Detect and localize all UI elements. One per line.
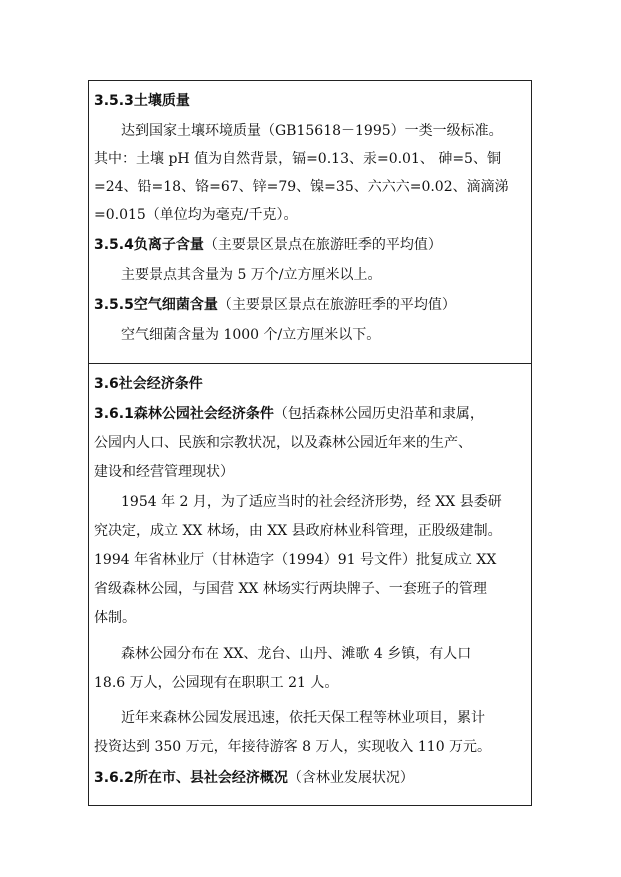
heading-3-5-5: 3.5.5空气细菌含量 bbox=[94, 297, 218, 313]
history-line-3: 1994 年省林业厅（甘林造字（1994）91 号文件）批复成立 XX bbox=[94, 552, 497, 568]
heading-3-5-4: 3.5.4负离子含量 bbox=[94, 237, 204, 253]
soil-line-3: =24、铅=18、铬=67、锌=79、镍=35、六六六=0.02、滴滴涕 bbox=[94, 179, 509, 195]
heading-3-6-2-note: （含林业发展状况） bbox=[287, 770, 414, 786]
history-line-1: 1954 年 2 月，为了适应当时的社会经济形势，经 XX 县委研 bbox=[121, 494, 502, 510]
heading-3-5-4-note: （主要景区景点在旅游旺季的平均值） bbox=[203, 237, 442, 253]
bacteria-content-line: 空气细菌含量为 1000 个/立方厘米以下。 bbox=[121, 327, 381, 343]
soil-line-4: =0.015（单位均为毫克/千克）。 bbox=[94, 207, 298, 223]
heading-3-6-1-row bbox=[94, 405, 484, 423]
heading-3-5-3: 3.5.3土壤质量 bbox=[94, 93, 190, 109]
content-table bbox=[88, 80, 532, 806]
heading-3-6-2: 3.6.2所在市、县社会经济概况 bbox=[94, 770, 288, 786]
socio-economic-cell bbox=[89, 364, 531, 805]
heading-3-5-4-row bbox=[94, 236, 442, 254]
soil-line-1: 达到国家土壤环境质量（GB15618－1995）一类一级标准。 bbox=[121, 123, 503, 139]
history-line-2: 究决定，成立 XX 林场，由 XX 县政府林业科管理，正股级建制。 bbox=[94, 523, 502, 539]
heading-3-6-1: 3.6.1森林公园社会经济条件 bbox=[94, 406, 274, 422]
heading-3-5-5-note: （主要景区景点在旅游旺季的平均值） bbox=[217, 297, 456, 313]
ion-content-line: 主要景点其含量为 5 万个/立方厘米以上。 bbox=[121, 267, 382, 283]
population-line-2: 18.6 万人，公园现有在职职工 21 人。 bbox=[94, 675, 339, 691]
soil-line-2: 其中：土壤 pH 值为自然背景，镉=0.13、汞=0.01、 砷=5、铜 bbox=[94, 151, 501, 167]
heading-3-6-1-note-1: （包括森林公园历史沿革和隶属， bbox=[273, 406, 484, 422]
heading-3-6: 3.6社会经济条件 bbox=[94, 376, 203, 392]
soil-air-quality-cell bbox=[89, 81, 531, 364]
heading-3-6-2-row bbox=[94, 769, 414, 787]
history-line-5: 体制。 bbox=[94, 610, 136, 626]
development-line-2: 投资达到 350 万元，年接待游客 8 万人，实现收入 110 万元。 bbox=[94, 739, 492, 755]
population-line-1: 森林公园分布在 XX、龙台、山丹、滩歌 4 乡镇，有人口 bbox=[121, 646, 472, 662]
history-line-4: 省级森林公园，与国营 XX 林场实行两块牌子、一套班子的管理 bbox=[94, 581, 487, 597]
heading-3-6-1-note-2: 公园内人口、民族和宗教状况，以及森林公园近年来的生产、 bbox=[94, 435, 472, 451]
heading-3-5-5-row bbox=[94, 296, 456, 314]
heading-3-6-1-note-3: 建设和经营管理现状） bbox=[94, 464, 234, 480]
development-line-1: 近年来森林公园发展迅速，依托天保工程等林业项目，累计 bbox=[121, 710, 485, 726]
